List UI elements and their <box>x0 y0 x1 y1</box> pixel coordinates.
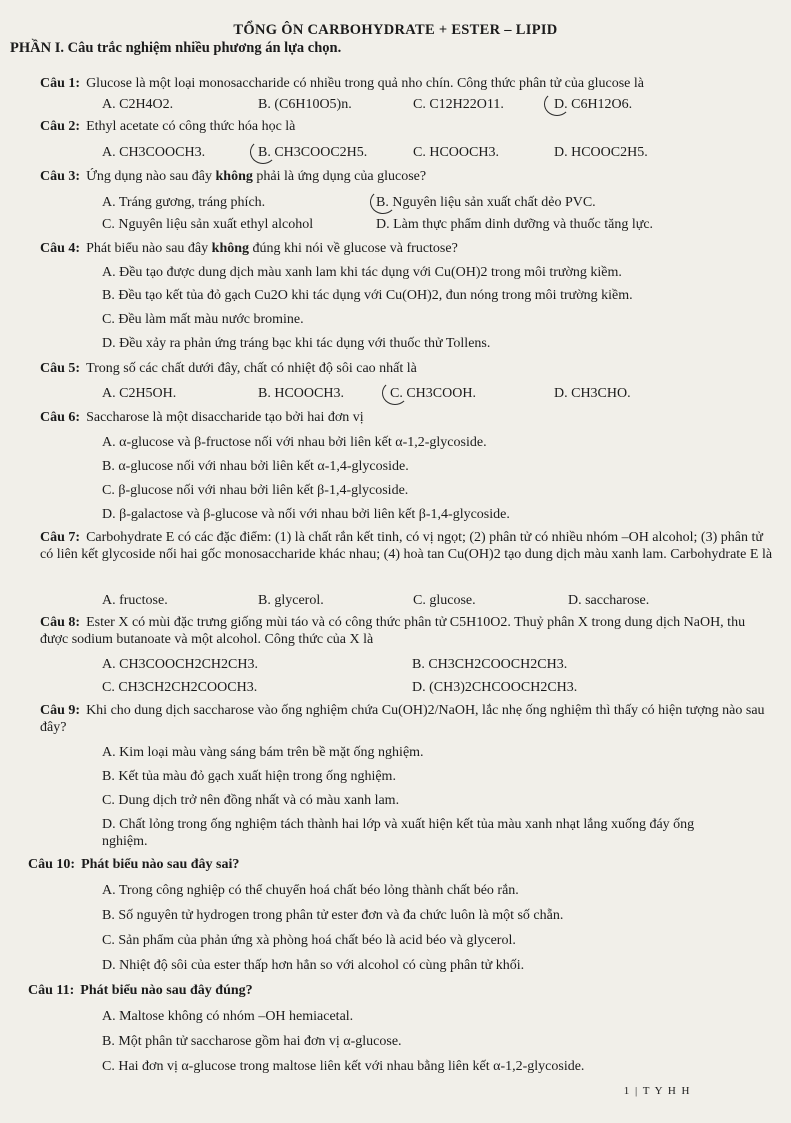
question-label: Câu 4: <box>40 241 81 256</box>
question-2 <box>40 118 780 135</box>
q3-option-c: C. Nguyên liệu sản xuất ethyl alcohol <box>102 217 314 232</box>
q7-option-a: A. fructose. <box>102 593 168 608</box>
q2-option-c: C. HCOOCH3. <box>413 145 499 160</box>
question-11 <box>28 982 778 999</box>
question-text: Glucose là một loại monosaccharide có nhiều trong quả nho chín. Công thức phân tử của glucose là <box>86 76 644 91</box>
q1-option-b: B. (C6H10O5)n. <box>258 97 352 112</box>
q4-option-a: A. Đều tạo được dung dịch màu xanh lam khi tác dụng với Cu(OH)2 trong môi trường kiềm. <box>102 265 622 280</box>
q5-option-a: A. C2H5OH. <box>102 386 177 401</box>
question-text: Trong số các chất dưới đây, chất có nhiệt độ sôi cao nhất là <box>86 361 417 376</box>
question-7 <box>40 529 775 563</box>
question-10 <box>28 856 778 873</box>
answer-mark-q5 <box>382 381 408 405</box>
answer-mark-q3 <box>370 190 396 214</box>
q3-option-a: A. Tráng gương, tráng phích. <box>102 195 266 210</box>
question-5 <box>40 360 780 377</box>
q7-option-b: B. glycerol. <box>258 593 324 608</box>
question-text: Ester X có mùi đặc trưng giống mùi táo và có công thức phân tử C5H10O2. Thuỷ phân X trong dung dịch NaOH, thu được sodium butanoate và một alcohol. Công thức của X là <box>40 615 746 647</box>
q2-option-a: A. CH3COOCH3. <box>102 145 206 160</box>
q9-option-b: B. Kết tủa màu đỏ gạch xuất hiện trong ống nghiệm. <box>102 769 396 784</box>
q1-option-a: A. C2H4O2. <box>102 97 174 112</box>
question-8 <box>40 614 775 648</box>
question-label: Câu 3: <box>40 169 81 184</box>
q5-option-c: C. CH3COOH. <box>390 386 476 401</box>
question-3 <box>40 168 780 185</box>
q3-option-b: B. Nguyên liệu sản xuất chất dẻo PVC. <box>376 195 596 210</box>
question-label: Câu 5: <box>40 361 81 376</box>
question-label: Câu 11: <box>28 983 75 998</box>
q6-option-b: B. α-glucose nối với nhau bởi liên kết α-1,4-glycoside. <box>102 459 409 474</box>
q3-option-d: D. Làm thực phẩm dinh dưỡng và thuốc tăng lực. <box>376 217 654 232</box>
question-text: Phát biểu nào sau đây đúng? <box>80 983 253 998</box>
question-6 <box>40 409 780 426</box>
question-label: Câu 7: <box>40 530 81 545</box>
q7-option-c: C. glucose. <box>413 593 476 608</box>
page-title: TỔNG ÔN CARBOHYDRATE + ESTER – LIPID <box>233 22 558 38</box>
q4-option-c: C. Đều làm mất màu nước bromine. <box>102 312 304 327</box>
q4-option-d: D. Đều xảy ra phản ứng tráng bạc khi tác dụng với thuốc thử Tollens. <box>102 336 491 351</box>
part-heading: PHẦN I. Câu trắc nghiệm nhiều phương án lựa chọn. <box>10 40 342 56</box>
question-text: Saccharose là một disaccharide tạo bởi hai đơn vị <box>86 410 364 425</box>
q8-option-a: A. CH3COOCH2CH2CH3. <box>102 657 258 672</box>
q9-option-d: D. Chất lỏng trong ống nghiệm tách thành hai lớp và xuất hiện kết tủa màu xanh nhạt lắng xuống đáy ống nghiệm. <box>102 817 695 849</box>
question-label: Câu 2: <box>40 119 81 134</box>
question-1 <box>40 75 780 92</box>
q9-option-a: A. Kim loại màu vàng sáng bám trên bề mặt ống nghiệm. <box>102 745 424 760</box>
question-text: Ethyl acetate có công thức hóa học là <box>86 119 296 134</box>
q6-option-d: D. β-galactose và β-glucose và nối với nhau bởi liên kết β-1,4-glycoside. <box>102 507 510 522</box>
answer-mark-q2 <box>250 140 276 164</box>
q7-option-d: D. saccharose. <box>568 593 650 608</box>
q1-option-d: D. C6H12O6. <box>554 97 633 112</box>
q10-option-c: C. Sản phẩm của phản ứng xà phòng hoá chất béo là acid béo và glycerol. <box>102 933 516 948</box>
q8-option-c: C. CH3CH2CH2COOCH3. <box>102 680 258 695</box>
q10-option-a: A. Trong công nghiệp có thể chuyển hoá chất béo lỏng thành chất béo rắn. <box>102 883 519 898</box>
question-text-pre: Ứng dụng nào sau đây <box>86 169 216 184</box>
question-text-pre: Phát biểu nào sau đây <box>86 241 212 256</box>
question-label: Câu 8: <box>40 615 81 630</box>
q11-option-c: C. Hai đơn vị α-glucose trong maltose liên kết với nhau bằng liên kết α-1,2-glycoside. <box>102 1059 585 1074</box>
page-footer: 1 | T Y H H <box>623 1085 691 1097</box>
q4-option-b: B. Đều tạo kết tủa đỏ gạch Cu2O khi tác dụng với Cu(OH)2, đun nóng trong môi trường kiềm. <box>102 288 633 303</box>
question-text-post: đúng khi nói về glucose và fructose? <box>249 241 458 256</box>
question-negation: không <box>211 241 250 256</box>
question-label: Câu 9: <box>40 703 81 718</box>
question-text-post: phải là ứng dụng của glucose? <box>252 169 427 184</box>
question-text: Phát biểu nào sau đây sai? <box>81 857 240 872</box>
question-4 <box>40 240 780 257</box>
q1-option-c: C. C12H22O11. <box>413 97 504 112</box>
q11-option-b: B. Một phân tử saccharose gồm hai đơn vị α-glucose. <box>102 1034 402 1049</box>
q8-option-d: D. (CH3)2CHCOOCH2CH3. <box>412 680 578 695</box>
q10-option-b: B. Số nguyên tử hydrogen trong phân tử ester đơn và đa chức luôn là một số chẵn. <box>102 908 564 923</box>
question-text: Carbohydrate E có các đặc điểm: (1) là chất rắn kết tinh, có vị ngọt; (2) phân tử có nhiều nhóm –OH alcohol; (3) phân tử có liên kết glycoside nối hai gốc monosaccharide khác nhau; (4) hoà tan Cu(OH)2 tạo dung dịch màu xanh lam. Carbohydrate E là <box>40 530 773 562</box>
question-9 <box>40 702 775 736</box>
question-label: Câu 6: <box>40 410 81 425</box>
q6-option-c: C. β-glucose nối với nhau bởi liên kết β-1,4-glycoside. <box>102 483 409 498</box>
q2-option-b: B. CH3COOC2H5. <box>258 145 368 160</box>
q9-option-c: C. Dung dịch trở nên đồng nhất và có màu xanh lam. <box>102 793 400 808</box>
question-label: Câu 1: <box>40 76 81 91</box>
q11-option-a: A. Maltose không có nhóm –OH hemiacetal. <box>102 1009 354 1024</box>
q5-option-d: D. CH3CHO. <box>554 386 631 401</box>
question-text: Khi cho dung dịch saccharose vào ống nghiệm chứa Cu(OH)2/NaOH, lắc nhẹ ống nghiệm thì thấy có hiện tượng nào sau đây? <box>40 703 765 735</box>
q8-option-b: B. CH3CH2COOCH2CH3. <box>412 657 568 672</box>
question-negation: không <box>215 169 253 184</box>
q5-option-b: B. HCOOCH3. <box>258 386 344 401</box>
question-label: Câu 10: <box>28 857 76 872</box>
answer-mark-q1 <box>544 92 570 116</box>
q6-option-a: A. α-glucose và β-fructose nối với nhau bởi liên kết α-1,2-glycoside. <box>102 435 487 450</box>
q10-option-d: D. Nhiệt độ sôi của ester thấp hơn hẳn so với alcohol có cùng phân tử khối. <box>102 958 525 973</box>
q2-option-d: D. HCOOC2H5. <box>554 145 648 160</box>
